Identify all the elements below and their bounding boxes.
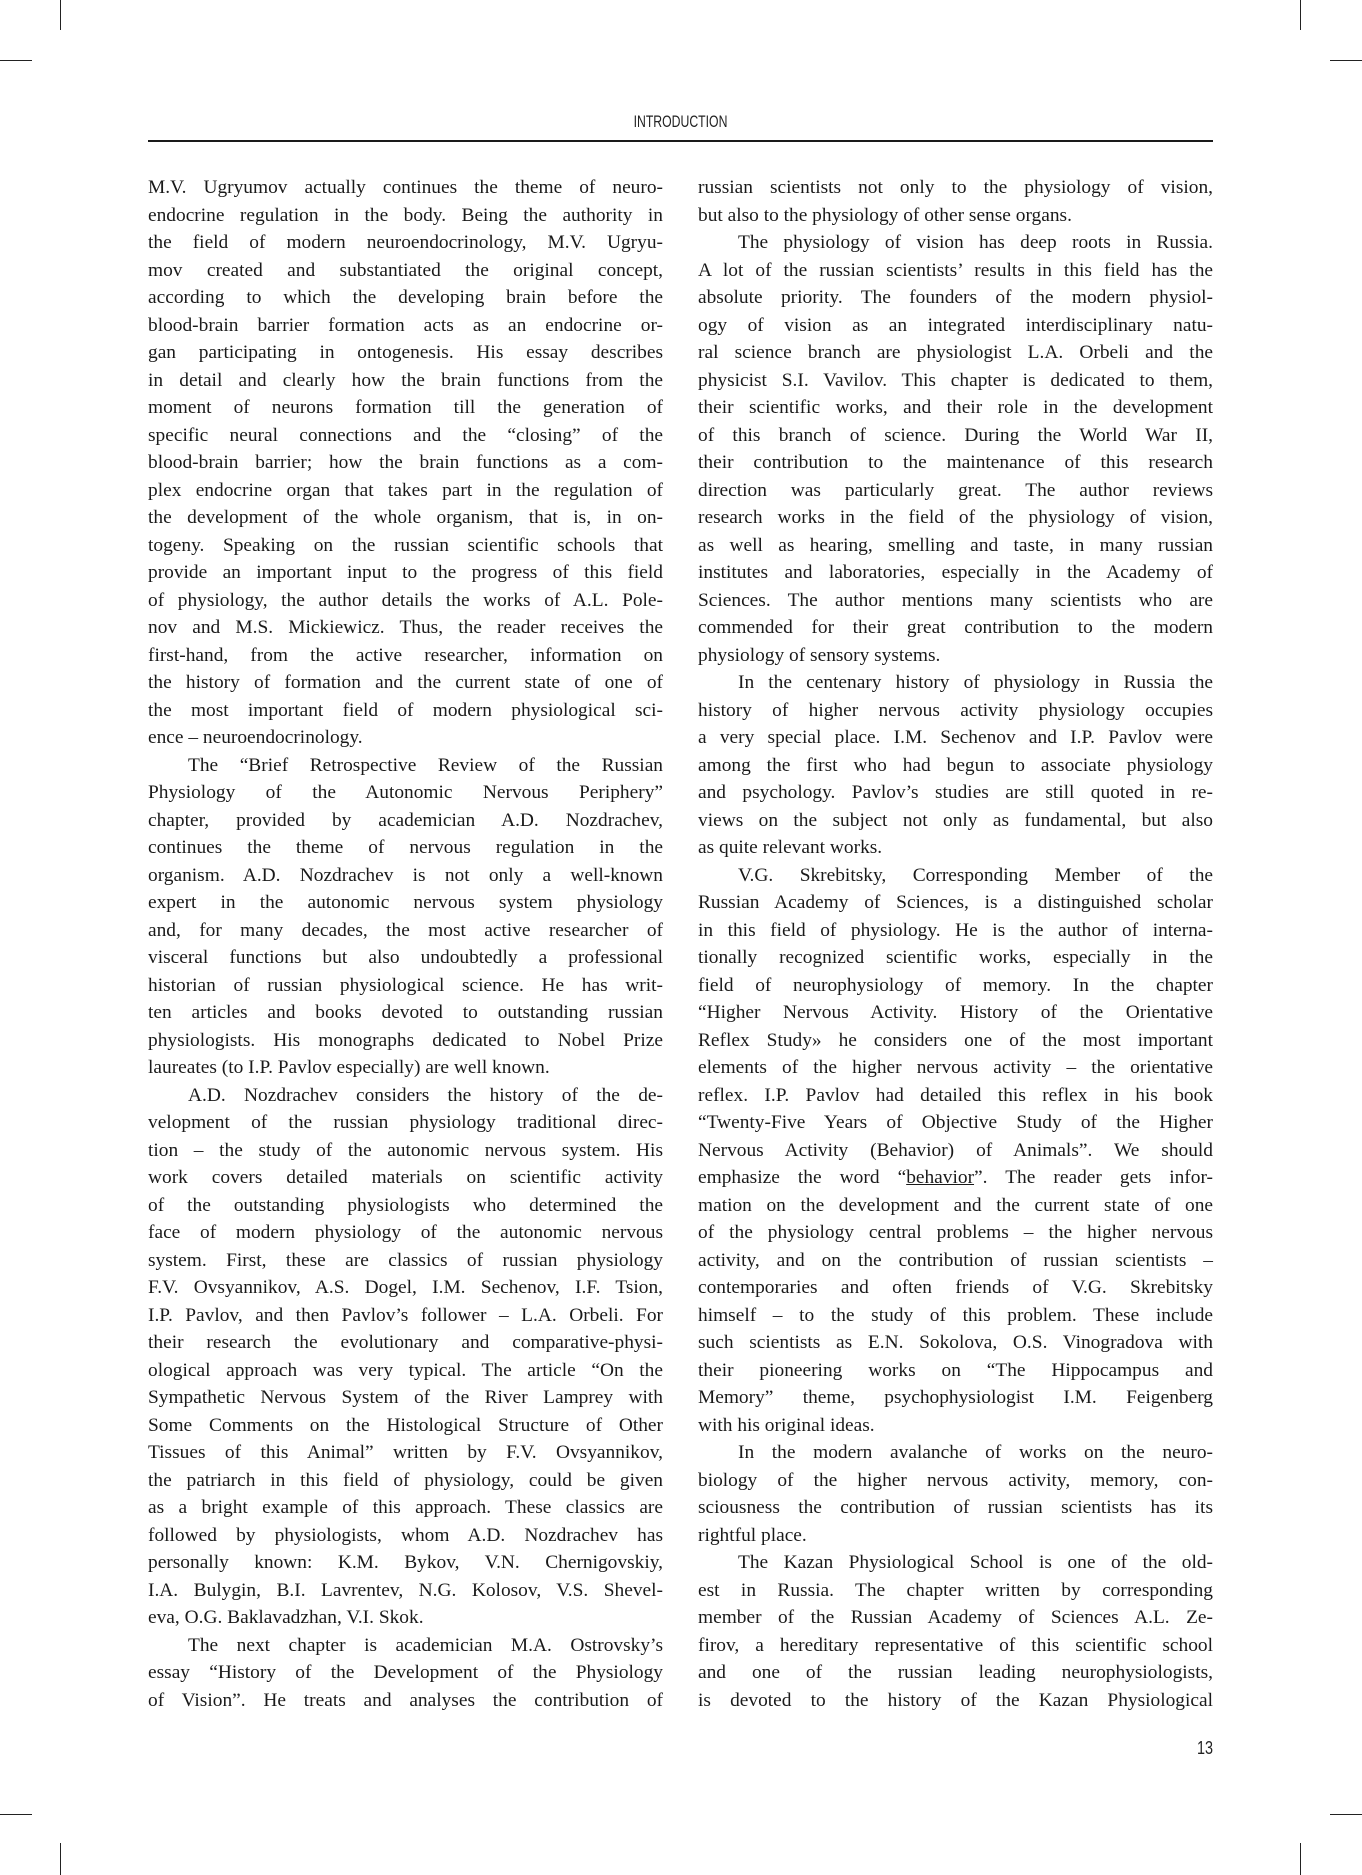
text-line: nov and M.S. Mickiewicz. Thus, the reader receives the <box>148 617 663 638</box>
text-line: of the outstanding physiologists who determined the <box>148 1194 663 1216</box>
text-line: specific neural connections and the “closing” of the <box>148 424 663 446</box>
text-line: Some Comments on the Histological Structure of Other <box>148 1414 663 1436</box>
header-rule <box>148 140 1213 142</box>
text-line: institutes and laboratories, especially in the Academy of <box>698 562 1213 583</box>
text-line: their pioneering works on “The Hippocampus and <box>698 1359 1213 1381</box>
text-line: in this field of physiology. He is the author of interna- <box>698 919 1213 941</box>
text-line: followed by physiologists, whom A.D. Nozdrachev has <box>148 1524 663 1546</box>
text-line: mov created and substantiated the original concept, <box>148 259 663 281</box>
text-line: rightful place. <box>698 1524 807 1546</box>
paragraph <box>698 862 1213 1440</box>
text-line: ral science branch are physiologist L.A. Orbeli and the <box>698 342 1213 363</box>
text-line: the development of the whole organism, that is, in on- <box>148 507 663 528</box>
text-line: “Higher Nervous Activity. History of the Orientative <box>698 1002 1213 1023</box>
text-line: V.G. Skrebitsky, Corresponding Member of the <box>738 864 1213 886</box>
crop-mark-top-right-horizontal <box>1330 60 1362 61</box>
text-line: blood-brain barrier; how the brain functions as a com- <box>148 452 663 473</box>
text-line: A.D. Nozdrachev considers the history of the de- <box>188 1084 663 1106</box>
crop-mark-bottom-right-horizontal <box>1330 1814 1362 1815</box>
text-line: provide an important input to the progress of this field <box>148 562 663 583</box>
text-line: Sympathetic Nervous System of the River Lamprey with <box>148 1387 663 1408</box>
page-number: 13 <box>1196 1738 1213 1758</box>
running-header: INTRODUCTION <box>633 112 728 131</box>
text-line: but also to the physiology of other sense organs. <box>698 204 1072 226</box>
text-line: Physiology of the Autonomic Nervous Periphery” <box>148 782 663 803</box>
text-line: history of higher nervous activity physiology occupies <box>698 699 1213 721</box>
text-line: M.V. Ugryumov actually continues the theme of neuro- <box>148 177 663 198</box>
text-line: continues the theme of nervous regulation in the <box>148 837 663 858</box>
text-line: physiology of sensory systems. <box>698 644 941 666</box>
paragraph <box>148 752 663 1082</box>
text-line: the field of modern neuroendocrinology, M.V. Ugryu- <box>148 232 663 253</box>
text-line: togeny. Speaking on the russian scientific schools that <box>148 534 663 556</box>
text-line: ten articles and books devoted to outstanding russian <box>148 1002 663 1023</box>
text-line: A lot of the russian scientists’ results in this field has the <box>698 259 1213 281</box>
text-line: “Twenty-Five Years of Objective Study of the Higher <box>698 1112 1213 1133</box>
text-line: physiologists. His monographs dedicated to Nobel Prize <box>148 1029 663 1051</box>
text-line: In the modern avalanche of works on the neuro- <box>738 1442 1213 1463</box>
text-line: contemporaries and often friends of V.G. Skrebitsky <box>698 1277 1213 1298</box>
text-line: their contribution to the maintenance of this research <box>698 452 1213 473</box>
text-line: Reflex Study» he considers one of the most important <box>698 1029 1213 1051</box>
crop-mark-top-left-horizontal <box>0 60 32 61</box>
text-line: The next chapter is academician M.A. Ostrovsky’s <box>188 1634 663 1656</box>
text-line: physicist S.I. Vavilov. This chapter is dedicated to them, <box>698 369 1213 391</box>
text-line: The physiology of vision has deep roots in Russia. <box>738 232 1213 253</box>
text-line: the history of formation and the current state of one of <box>148 672 663 693</box>
text-line: essay “History of the Development of the Physiology <box>148 1662 663 1683</box>
text-line: mation on the development and the current state of one <box>698 1194 1213 1216</box>
text-line: and psychology. Pavlov’s studies are still quoted in re- <box>698 782 1213 803</box>
text-line: The Kazan Physiological School is one of the old- <box>738 1552 1213 1573</box>
text-line: blood-brain barrier formation acts as an endocrine or- <box>148 314 663 336</box>
text-line: among the first who had begun to associate physiology <box>698 754 1213 776</box>
text-line: direction was particularly great. The author reviews <box>698 479 1213 501</box>
text-line: Nervous Activity (Behavior) of Animals”. We should <box>698 1139 1213 1161</box>
text-line: ence – neuroendocrinology. <box>148 727 363 748</box>
text-line: is devoted to the history of the Kazan Physiological <box>698 1689 1213 1711</box>
text-line: absolute priority. The founders of the modern physiol- <box>698 287 1213 308</box>
text-line: activity, and on the contribution of russian scientists – <box>698 1249 1213 1271</box>
text-line: The “Brief Retrospective Review of the Russian <box>188 754 663 776</box>
text-line: In the centenary history of physiology in Russia the <box>738 672 1213 693</box>
crop-mark-bottom-left-vertical <box>60 1843 61 1875</box>
text-line: of physiology, the author details the works of A.L. Pole- <box>148 589 663 611</box>
text-line: chapter, provided by academician A.D. Nozdrachev, <box>148 809 663 831</box>
text-line: emphasize the word “behavior”. The reader gets infor- <box>698 1167 1213 1188</box>
text-line: the most important field of modern physiological sci- <box>148 699 663 721</box>
text-line: the patriarch in this field of physiology, could be given <box>148 1469 663 1491</box>
text-line: personally known: K.M. Bykov, V.N. Chernigovskiy, <box>148 1552 663 1573</box>
text-line: firov, a hereditary representative of this scientific school <box>698 1634 1213 1656</box>
text-line: according to which the developing brain before the <box>148 287 663 308</box>
text-line: of this branch of science. During the World War II, <box>698 424 1213 446</box>
paragraph <box>698 1439 1213 1549</box>
text-line: and, for many decades, the most active researcher of <box>148 919 663 941</box>
text-line: moment of neurons formation till the generation of <box>148 397 663 418</box>
text-line: Russian Academy of Sciences, is a distinguished scholar <box>698 892 1213 913</box>
text-line: Sciences. The author mentions many scientists who are <box>698 589 1213 611</box>
text-line: F.V. Ovsyannikov, A.S. Dogel, I.M. Sechenov, I.F. Tsion, <box>148 1277 663 1298</box>
text-line: and one of the russian leading neurophysiologists, <box>698 1662 1213 1683</box>
paragraph <box>148 1082 663 1632</box>
text-line: I.A. Bulygin, B.I. Lavrentev, N.G. Kolosov, V.S. Shevel- <box>148 1579 663 1601</box>
text-line: in detail and clearly how the brain functions from the <box>148 369 663 391</box>
paragraph <box>698 229 1213 669</box>
text-line: tion – the study of the autonomic nervous system. His <box>148 1139 663 1161</box>
right-column <box>698 174 1213 1714</box>
underlined-word: behavior <box>906 1167 975 1188</box>
text-line: visceral functions but also undoubtedly a professional <box>148 947 663 968</box>
text-line: first-hand, from the active researcher, information on <box>148 644 663 666</box>
text-line: historian of russian physiological science. He has writ- <box>148 974 663 996</box>
text-line: plex endocrine organ that takes part in the regulation of <box>148 479 663 501</box>
text-line: endocrine regulation in the body. Being the authority in <box>148 204 663 226</box>
text-line: of the physiology central problems – the higher nervous <box>698 1222 1213 1243</box>
text-line: I.P. Pavlov, and then Pavlov’s follower – L.A. Orbeli. For <box>148 1304 663 1326</box>
text-line: ogy of vision as an integrated interdisciplinary natu- <box>698 314 1213 336</box>
text-line: as a bright example of this approach. These classics are <box>148 1497 663 1518</box>
text-line: face of modern physiology of the autonomic nervous <box>148 1222 663 1243</box>
text-line: est in Russia. The chapter written by corresponding <box>698 1579 1213 1601</box>
text-line: eva, O.G. Baklavadzhan, V.I. Skok. <box>148 1607 424 1628</box>
text-line: their scientific works, and their role in the development <box>698 397 1213 418</box>
crop-mark-bottom-left-horizontal <box>0 1814 32 1815</box>
text-line: commended for their great contribution to the modern <box>698 617 1213 638</box>
text-line: research works in the field of the physiology of vision, <box>698 507 1213 528</box>
text-line: biology of the higher nervous activity, memory, con- <box>698 1469 1213 1491</box>
left-column <box>148 174 663 1714</box>
text-line: as well as hearing, smelling and taste, in many russian <box>698 534 1213 556</box>
crop-mark-top-left-vertical <box>60 0 61 30</box>
text-line: with his original ideas. <box>698 1414 875 1436</box>
text-line: organism. A.D. Nozdrachev is not only a well-known <box>148 864 663 886</box>
text-line: their research the evolutionary and comparative-physi- <box>148 1332 663 1353</box>
text-line: of Vision”. He treats and analyses the contribution of <box>148 1689 663 1711</box>
text-line: russian scientists not only to the physiology of vision, <box>698 177 1213 198</box>
text-line: field of neurophysiology of memory. In the chapter <box>698 974 1213 996</box>
crop-mark-top-right-vertical <box>1300 0 1301 30</box>
text-line: views on the subject not only as fundamental, but also <box>698 809 1213 831</box>
text-line: member of the Russian Academy of Sciences A.L. Ze- <box>698 1607 1213 1628</box>
text-line: tionally recognized scientific works, especially in the <box>698 947 1213 968</box>
text-line: himself – to the study of this problem. These include <box>698 1304 1213 1326</box>
paragraph <box>698 174 1213 229</box>
text-line: sciousness the contribution of russian scientists has its <box>698 1497 1213 1518</box>
text-line: work covers detailed materials on scientific activity <box>148 1167 663 1188</box>
paragraph <box>148 1632 663 1715</box>
text-line: such scientists as E.N. Sokolova, O.S. Vinogradova with <box>698 1332 1213 1353</box>
paragraph <box>148 174 663 752</box>
text-line: gan participating in ontogenesis. His essay describes <box>148 342 663 363</box>
text-line: elements of the higher nervous activity – the orientative <box>698 1057 1213 1078</box>
text-line: as quite relevant works. <box>698 837 883 858</box>
text-line: system. First, these are classics of russian physiology <box>148 1249 663 1271</box>
paragraph <box>698 1549 1213 1714</box>
text-line: velopment of the russian physiology traditional direc- <box>148 1112 663 1133</box>
text-line: Tissues of this Animal” written by F.V. Ovsyannikov, <box>148 1442 663 1463</box>
paragraph <box>698 669 1213 862</box>
text-line: reflex. I.P. Pavlov had detailed this reflex in his book <box>698 1084 1213 1106</box>
text-line: laureates (to I.P. Pavlov especially) are well known. <box>148 1057 550 1078</box>
text-line: Memory” theme, psychophysiologist I.M. Feigenberg <box>698 1387 1213 1408</box>
crop-mark-bottom-right-vertical <box>1300 1843 1301 1875</box>
text-line: a very special place. I.M. Sechenov and I.P. Pavlov were <box>698 727 1213 748</box>
text-line: expert in the autonomic nervous system physiology <box>148 892 663 913</box>
text-line: ological approach was very typical. The article “On the <box>148 1359 663 1381</box>
